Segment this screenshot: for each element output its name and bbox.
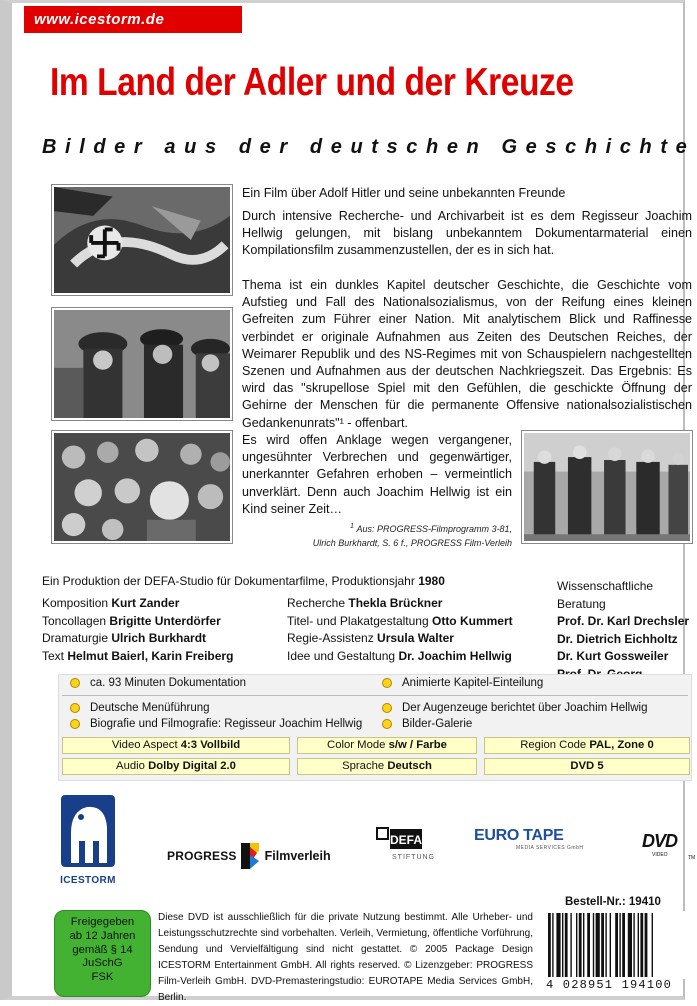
photo-soldiers (52, 308, 232, 420)
feature-chapters: Animierte Kapitel-Einteilung (382, 677, 543, 689)
dvd-logo-subtext: VIDEO (652, 852, 668, 858)
credits-column-1 (42, 595, 282, 665)
credit-row: Recherche Thekla Brückner (287, 596, 443, 610)
icestorm-logo-text: ICESTORM (60, 875, 116, 886)
barcode-bar (565, 913, 568, 977)
bullet-icon (70, 719, 80, 729)
credit-row: Idee und Gestaltung Dr. Joachim Hellwig (287, 648, 512, 663)
photo-officers (522, 431, 692, 543)
bullet-icon (70, 678, 80, 688)
spec-video: Video Aspect 4:3 Vollbild (62, 737, 290, 754)
barcode-bar (615, 913, 618, 977)
feature-menu: Deutsche Menüführung (70, 702, 210, 714)
spec-region: Region Code PAL, Zone 0 (484, 737, 690, 754)
barcode-bar (638, 913, 639, 977)
advisors-heading: Wissenschaftliche Beratung (557, 579, 654, 611)
credits-column-2 (287, 595, 557, 665)
barcode-bar (570, 913, 571, 977)
barcode-number: 4 028951 194100 (546, 978, 673, 992)
progress-logo-suffix: Filmverleih (264, 849, 331, 863)
barcode-bar (593, 913, 594, 977)
production-year: 1980 (418, 574, 445, 588)
feature-runtime: ca. 93 Minuten Dokumentation (70, 677, 246, 689)
progress-logo (167, 841, 331, 871)
barcode-bar (583, 913, 584, 977)
barcode-bar (605, 913, 606, 977)
credit-row: Dramaturgie Ulrich Burkhardt (42, 631, 207, 645)
barcode-bar (576, 913, 577, 977)
barcode-bar (640, 913, 643, 977)
icestorm-bear-icon (57, 793, 119, 879)
legal-notice: Diese DVD ist ausschließlich für die private Nutzung bestimmt. Alle Urheber- und Leistungsschutzrechte sind vorbehalten. Verleih, Vermietung, öffentliche Vorführung, Sendung und Vervielfältigung sind nicht gestattet. © 2005 Package Design ICESTORM Entertainment GmbH. All rights reserved. © Lizenzgeber: PROGRESS Film-Verleih GmbH. DVD-Premasteringstudio: EUROTAPE Media Services GmbH, Berlin. (158, 912, 533, 1003)
eurotape-logo-text: EURO TAPE (474, 827, 564, 844)
barcode-bar (619, 913, 620, 977)
barcode-bar (596, 913, 600, 977)
paragraph-2-continued: Es wird offen Anklage wegen vergangener, ungesühnter Verbrechen und gegenwärtiger, unerkannter Gefahren erhoben – vermeintlich unverklärt. Denn auch Joachim Hellwig ist ein Kind seiner Zeit… (242, 433, 512, 516)
dvd-logo-text: DVD (642, 831, 678, 851)
progress-logo-word: PROGRESS (167, 849, 237, 863)
dvd-logo-trademark: TM (688, 855, 696, 861)
defa-logo-text: DEFA (389, 833, 423, 847)
intro-text: Ein Film über Adolf Hitler und seine unbekannten Freunde (242, 186, 566, 200)
barcode-bar (633, 913, 634, 977)
footnote-line-2: Ulrich Burkhardt, S. 6 f., PROGRESS Film-Verleih (312, 538, 512, 548)
fsk-rating-badge: Freigegeben ab 12 Jahren gemäß § 14 JuSchG FSK (54, 910, 151, 997)
barcode-icon (544, 911, 692, 979)
credit-row: Komposition Kurt Zander (42, 596, 180, 610)
barcode-bar (601, 913, 604, 977)
defa-logo-subtext: STIFTUNG (392, 854, 435, 861)
credit-row: Regie-Assistenz Ursula Walter (287, 631, 454, 645)
spec-language: Sprache Deutsch (297, 758, 477, 775)
barcode-bar (548, 913, 551, 977)
barcode-bar (552, 913, 553, 977)
bullet-icon (382, 678, 392, 688)
footnote-line-1: Aus: PROGRESS-Filmprogramm 3-81, (356, 524, 512, 534)
eurotape-logo (474, 827, 583, 851)
advisor-name: Dr. Kurt Gossweiler (557, 649, 669, 663)
footnote-mark: 1 (350, 523, 354, 530)
barcode-bar (610, 913, 611, 977)
bullet-icon (382, 703, 392, 713)
advisor-name: Dr. Dietrich Eichholtz (557, 631, 678, 646)
credit-row: Text Helmut Baierl, Karin Freiberg (42, 648, 234, 663)
barcode-bar (579, 913, 582, 977)
barcode-bar (556, 913, 560, 977)
barcode-bar (622, 913, 625, 977)
feature-bio: Biografie und Filmografie: Regisseur Joachim Hellwig (70, 718, 362, 730)
paragraph-2: Thema ist ein dunkles Kapitel deutscher Geschichte, die Geschichte vom Aufstieg und Fall des Nationalsozialismus, von der Reifung eines kleinen Gefreiten zum Führer einer Nation. Mit analytischem Blick und Raffinesse verbindet er originale Aufnahmen aus Zeiten des Deutschen Reiches, der Weimarer Republik und des NS-Regimes mit von Schauspielern nachgestellten Szenen und Aufnahmen aus der deutschen Nachkriegszeit. Das Ergebnis: Es wird das "skrupellose Spiel mit den Gefühlen, die geschickte Öffnung der Gehirne der Menschen für die permanente Offensive nationalsozialistischen Gedankenunrats"¹ - offenbart. (242, 278, 692, 430)
production-line (42, 574, 445, 588)
credit-row: Titel- und Plakatgestaltung Otto Kummert (287, 613, 513, 628)
footnote (272, 520, 512, 550)
bullet-icon (70, 703, 80, 713)
photo-crowd (52, 431, 232, 543)
barcode-bar (562, 913, 563, 977)
barcode-bar (652, 913, 653, 977)
barcode-bar (628, 913, 632, 977)
spec-disc: DVD 5 (484, 758, 690, 775)
barcode-bar (587, 913, 590, 977)
order-number: Bestell-Nr.: 19410 (565, 896, 661, 908)
paragraph-1: Durch intensive Recherche- und Archivarbeit ist es dem Regisseur Joachim Hellwig gelungen, mit bislang unbekanntem Dokumentarmaterial einen Kompilationsfilm zusammenzustellen, der es in sich hat. (242, 209, 692, 258)
dvd-video-logo (642, 831, 696, 861)
spec-color: Color Mode s/w / Farbe (297, 737, 477, 754)
eurotape-logo-subtext: MEDIA SERVICES GmbH (516, 845, 584, 851)
website-url[interactable]: www.icestorm.de (24, 6, 242, 33)
progress-mark-icon (239, 841, 261, 871)
production-prefix: Ein Produktion der DEFA-Studio für Dokumentarfilme, Produktionsjahr (42, 574, 415, 588)
credit-row: Toncollagen Brigitte Unterdörfer (42, 613, 221, 628)
feature-gallery: Bilder-Galerie (382, 718, 472, 730)
advisor-name: Prof. Dr. Karl Drechsler (557, 614, 690, 628)
bullet-icon (382, 719, 392, 729)
feature-witness: Der Augenzeuge berichtet über Joachim Hellwig (382, 702, 647, 714)
page-title: Im Land der Adler und der Kreuze (50, 61, 574, 104)
photo-wreath-swastika (52, 185, 232, 295)
barcode-bar (645, 913, 648, 977)
divider (62, 695, 688, 696)
page-subtitle: Bilder aus der deutschen Geschichte (42, 136, 696, 158)
spec-audio: Audio Dolby Digital 2.0 (62, 758, 290, 775)
